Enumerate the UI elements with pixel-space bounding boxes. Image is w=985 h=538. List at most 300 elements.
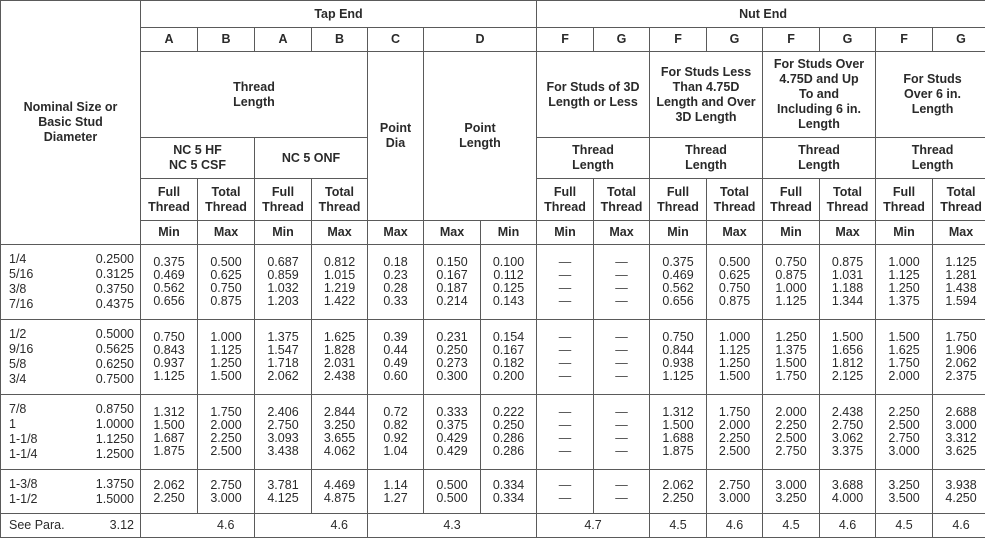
- value-cell: [537, 470, 594, 514]
- table-value: 1.656: [822, 344, 873, 357]
- value-cell: [537, 395, 594, 470]
- table-value: 0.334: [483, 492, 534, 505]
- nominal-size-fraction: [1, 470, 81, 514]
- table-value: 0.875: [822, 256, 873, 269]
- nc5hf-label: NC 5 HF: [143, 143, 252, 158]
- value-cell: [368, 245, 424, 320]
- table-value: —: [596, 269, 647, 282]
- value-cell: [481, 395, 537, 470]
- col-letter: A: [141, 28, 198, 52]
- table-value: 0.28: [370, 282, 421, 295]
- table-value: 2.062: [257, 370, 309, 383]
- table-value: 1.625: [878, 344, 930, 357]
- table-value: 3.250: [878, 479, 930, 492]
- table-value: 4.125: [257, 492, 309, 505]
- table-value: 5/8: [9, 357, 79, 372]
- table-value: 4.250: [935, 492, 985, 505]
- table-value: 1.906: [935, 344, 985, 357]
- value-cell: [594, 395, 650, 470]
- table-value: 1.750: [935, 331, 985, 344]
- total-thread-header: [707, 179, 763, 221]
- table-value: 7/8: [9, 402, 79, 417]
- nominal-size-decimal: [81, 395, 141, 470]
- data-body: [1, 245, 985, 514]
- value-cell: [255, 320, 312, 395]
- table-value: —: [539, 282, 591, 295]
- table-value: —: [539, 357, 591, 370]
- value-cell: [424, 245, 481, 320]
- min-max-label: Max: [594, 221, 650, 245]
- value-cell: [198, 320, 255, 395]
- table-value: 0.125: [483, 282, 534, 295]
- total-thread-header: [820, 179, 876, 221]
- value-cell: [424, 395, 481, 470]
- table-value: 1-1/2: [9, 492, 79, 507]
- nominal-size-header: [1, 1, 141, 245]
- table-value: 0.843: [143, 344, 195, 357]
- min-max-label: Max: [933, 221, 985, 245]
- col-letter: C: [368, 28, 424, 52]
- table-value: 2.250: [878, 406, 930, 419]
- table-value: 1.032: [257, 282, 309, 295]
- table-value: 0.375: [143, 256, 195, 269]
- table-value: —: [539, 344, 591, 357]
- point-length-header: [424, 52, 537, 221]
- table-value: 0.8750: [83, 402, 135, 417]
- table-value: 0.273: [426, 357, 478, 370]
- col-letter: B: [312, 28, 368, 52]
- table-value: 1.500: [765, 357, 817, 370]
- value-cell: [820, 245, 876, 320]
- table-value: 0.500: [200, 256, 252, 269]
- value-cell: [876, 245, 933, 320]
- table-value: 1.750: [709, 406, 760, 419]
- value-cell: [481, 245, 537, 320]
- total-thread-label: Total Thread: [204, 185, 248, 215]
- studs-475d-header: [650, 52, 763, 138]
- thread-length-label: Thread Length: [563, 143, 623, 173]
- table-value: 1.875: [652, 445, 704, 458]
- table-value: —: [539, 432, 591, 445]
- table-value: 2.750: [709, 479, 760, 492]
- col-letter: G: [820, 28, 876, 52]
- table-value: 0.49: [370, 357, 421, 370]
- see-para-value: 4.6: [933, 514, 985, 538]
- table-value: 0.875: [709, 295, 760, 308]
- nut-thread-length-header: [537, 138, 650, 179]
- table-value: 2.000: [200, 419, 252, 432]
- table-value: 0.100: [483, 256, 534, 269]
- table-value: 0.60: [370, 370, 421, 383]
- table-value: 0.625: [709, 269, 760, 282]
- table-value: —: [539, 406, 591, 419]
- table-value: 1.500: [143, 419, 195, 432]
- studs-475d-label: For Studs Less Than 4.75D Length and Over 3D Length: [652, 65, 760, 125]
- table-value: 2.125: [822, 370, 873, 383]
- table-value: 0.333: [426, 406, 478, 419]
- table-value: 2.844: [314, 406, 365, 419]
- table-value: 2.250: [143, 492, 195, 505]
- total-thread-header: [312, 179, 368, 221]
- table-value: 0.250: [426, 344, 478, 357]
- table-value: 1.2500: [83, 447, 135, 462]
- min-max-label: Min: [255, 221, 312, 245]
- table-value: 0.375: [652, 256, 704, 269]
- full-thread-label: Full Thread: [882, 185, 926, 215]
- point-length-label: Point Length: [455, 121, 505, 151]
- full-thread-header: [255, 179, 312, 221]
- table-value: 0.937: [143, 357, 195, 370]
- table-value: 0.23: [370, 269, 421, 282]
- table-value: 1.125: [878, 269, 930, 282]
- value-cell: [198, 395, 255, 470]
- table-value: 0.4375: [83, 297, 135, 312]
- value-cell: [820, 470, 876, 514]
- table-value: 1.3750: [83, 477, 135, 492]
- table-value: 0.112: [483, 269, 534, 282]
- table-value: 0.231: [426, 331, 478, 344]
- see-para-label: See Para.: [1, 514, 81, 538]
- value-cell: [594, 245, 650, 320]
- tap-end-header: Tap End: [141, 1, 537, 28]
- table-value: 3.000: [878, 445, 930, 458]
- min-max-label: Max: [368, 221, 424, 245]
- see-para-value: 4.5: [763, 514, 820, 538]
- nominal-size-decimal: [81, 320, 141, 395]
- table-value: 7/16: [9, 297, 79, 312]
- value-cell: [141, 470, 198, 514]
- table-value: 0.844: [652, 344, 704, 357]
- min-max-label: Max: [707, 221, 763, 245]
- table-value: 1.125: [143, 370, 195, 383]
- table-value: 0.500: [426, 492, 478, 505]
- value-cell: [537, 245, 594, 320]
- table-value: 1.015: [314, 269, 365, 282]
- col-letter: F: [537, 28, 594, 52]
- table-value: 3.093: [257, 432, 309, 445]
- table-value: 0.500: [709, 256, 760, 269]
- empty-cell: [141, 514, 198, 538]
- full-thread-header: [763, 179, 820, 221]
- table-value: 1-1/4: [9, 447, 79, 462]
- col-letter: A: [255, 28, 312, 52]
- value-cell: [255, 245, 312, 320]
- table-value: 1.750: [878, 357, 930, 370]
- table-value: 3.312: [935, 432, 985, 445]
- value-cell: [424, 470, 481, 514]
- table-value: 3.000: [935, 419, 985, 432]
- table-value: 2.750: [765, 445, 817, 458]
- value-cell: [368, 320, 424, 395]
- total-thread-label: Total Thread: [939, 185, 983, 215]
- data-group-row: [1, 245, 985, 320]
- table-value: 1.125: [652, 370, 704, 383]
- table-value: 1.594: [935, 295, 985, 308]
- col-letter: F: [650, 28, 707, 52]
- value-cell: [198, 245, 255, 320]
- table-value: 0.750: [652, 331, 704, 344]
- table-value: 1.375: [878, 295, 930, 308]
- table-value: 3.250: [765, 492, 817, 505]
- see-para-value: 4.5: [876, 514, 933, 538]
- see-para-value: 4.7: [537, 514, 650, 538]
- table-value: 1.875: [143, 445, 195, 458]
- value-cell: [763, 245, 820, 320]
- table-value: 0.656: [143, 295, 195, 308]
- table-value: 0.39: [370, 331, 421, 344]
- table-value: 2.250: [709, 432, 760, 445]
- table-value: 0.859: [257, 269, 309, 282]
- table-value: 0.182: [483, 357, 534, 370]
- table-value: 2.406: [257, 406, 309, 419]
- full-thread-header: [876, 179, 933, 221]
- table-value: 0.5000: [83, 327, 135, 342]
- min-max-label: Max: [312, 221, 368, 245]
- table-value: 1.125: [935, 256, 985, 269]
- table-value: —: [539, 419, 591, 432]
- table-value: 0.938: [652, 357, 704, 370]
- table-value: 0.875: [200, 295, 252, 308]
- value-cell: [481, 320, 537, 395]
- table-value: 1.750: [200, 406, 252, 419]
- nominal-size-fraction: [1, 320, 81, 395]
- studs-over475d-header: [763, 52, 876, 138]
- point-dia-label: Point Dia: [376, 121, 416, 151]
- table-value: 1: [9, 417, 79, 432]
- min-max-label: Max: [820, 221, 876, 245]
- tap-thread-length-header: [141, 52, 368, 138]
- table-value: 2.250: [765, 419, 817, 432]
- see-para-value: 4.5: [650, 514, 707, 538]
- nut-thread-length-header: [650, 138, 763, 179]
- min-max-label: Min: [876, 221, 933, 245]
- table-value: 2.500: [878, 419, 930, 432]
- see-para-value: 4.6: [707, 514, 763, 538]
- table-value: 0.44: [370, 344, 421, 357]
- col-letter: F: [763, 28, 820, 52]
- table-value: 0.18: [370, 256, 421, 269]
- total-thread-label: Total Thread: [713, 185, 757, 215]
- value-cell: [312, 320, 368, 395]
- table-value: 0.500: [426, 479, 478, 492]
- table-value: —: [539, 479, 591, 492]
- value-cell: [820, 395, 876, 470]
- table-value: 1.547: [257, 344, 309, 357]
- table-value: 0.750: [765, 256, 817, 269]
- value-cell: [933, 395, 985, 470]
- min-max-label: Min: [481, 221, 537, 245]
- table-value: 3.781: [257, 479, 309, 492]
- table-value: —: [596, 432, 647, 445]
- value-cell: [707, 320, 763, 395]
- table-value: 2.031: [314, 357, 365, 370]
- table-value: 1.312: [143, 406, 195, 419]
- table-value: 3.655: [314, 432, 365, 445]
- total-thread-label: Total Thread: [600, 185, 644, 215]
- table-value: 0.562: [652, 282, 704, 295]
- table-value: 2.750: [257, 419, 309, 432]
- table-value: 0.812: [314, 256, 365, 269]
- table-value: 1.125: [200, 344, 252, 357]
- value-cell: [312, 245, 368, 320]
- table-value: 5/16: [9, 267, 79, 282]
- value-cell: [707, 395, 763, 470]
- see-para-value: 4.3: [368, 514, 537, 538]
- table-value: 0.143: [483, 295, 534, 308]
- table-value: —: [596, 492, 647, 505]
- table-value: 0.150: [426, 256, 478, 269]
- table-value: 0.429: [426, 445, 478, 458]
- empty-cell: [255, 514, 312, 538]
- total-thread-header: [198, 179, 255, 221]
- col-letter: B: [198, 28, 255, 52]
- table-value: 1.219: [314, 282, 365, 295]
- value-cell: [312, 470, 368, 514]
- min-max-label: Min: [763, 221, 820, 245]
- table-value: 3.438: [257, 445, 309, 458]
- col-letter: G: [933, 28, 985, 52]
- table-value: 0.429: [426, 432, 478, 445]
- table-value: 0.334: [483, 479, 534, 492]
- table-value: 2.750: [878, 432, 930, 445]
- table-value: 1.688: [652, 432, 704, 445]
- min-max-row: [1, 221, 985, 245]
- table-value: 1.250: [709, 357, 760, 370]
- studs-over6-label: For Studs Over 6 in. Length: [893, 72, 973, 117]
- table-value: 0.5625: [83, 342, 135, 357]
- value-cell: [650, 320, 707, 395]
- table-value: 0.625: [200, 269, 252, 282]
- table-value: 1.828: [314, 344, 365, 357]
- table-value: —: [596, 445, 647, 458]
- table-value: 0.875: [765, 269, 817, 282]
- col-letter: F: [876, 28, 933, 52]
- value-cell: [255, 470, 312, 514]
- table-value: 1.375: [257, 331, 309, 344]
- thread-length-label: Thread Length: [224, 80, 284, 110]
- value-cell: [255, 395, 312, 470]
- table-value: 0.687: [257, 256, 309, 269]
- value-cell: [763, 470, 820, 514]
- table-value: 3/4: [9, 372, 79, 387]
- table-value: 1.438: [935, 282, 985, 295]
- table-value: 1.203: [257, 295, 309, 308]
- table-value: 0.167: [483, 344, 534, 357]
- table-value: 2.438: [314, 370, 365, 383]
- value-cell: [368, 395, 424, 470]
- table-value: 9/16: [9, 342, 79, 357]
- table-value: 4.062: [314, 445, 365, 458]
- table-value: 0.469: [143, 269, 195, 282]
- full-thread-label: Full Thread: [261, 185, 305, 215]
- table-value: —: [539, 256, 591, 269]
- min-max-label: Min: [141, 221, 198, 245]
- nominal-size-decimal: [81, 470, 141, 514]
- full-thread-header: [650, 179, 707, 221]
- see-para-value: 3.12: [81, 514, 141, 538]
- value-cell: [707, 470, 763, 514]
- table-value: 0.562: [143, 282, 195, 295]
- table-value: 3.000: [765, 479, 817, 492]
- see-para-value: 4.6: [820, 514, 876, 538]
- table-value: 0.187: [426, 282, 478, 295]
- table-value: —: [596, 295, 647, 308]
- table-value: 1.312: [652, 406, 704, 419]
- table-value: 0.154: [483, 331, 534, 344]
- full-thread-header: [537, 179, 594, 221]
- nominal-size-decimal: [81, 245, 141, 320]
- table-value: —: [596, 344, 647, 357]
- thread-length-label: Thread Length: [903, 143, 963, 173]
- table-value: 3.625: [935, 445, 985, 458]
- table-value: 1/2: [9, 327, 79, 342]
- col-letter: G: [707, 28, 763, 52]
- col-letter: D: [424, 28, 537, 52]
- table-value: 0.286: [483, 445, 534, 458]
- value-cell: [763, 395, 820, 470]
- full-thread-label: Full Thread: [543, 185, 587, 215]
- table-value: 3.000: [200, 492, 252, 505]
- table-value: 0.250: [483, 419, 534, 432]
- studs-over475d-label: For Studs Over 4.75D and Up To and Including 6 in. Length: [771, 57, 867, 132]
- table-value: —: [596, 282, 647, 295]
- point-dia-header: [368, 52, 424, 221]
- table-value: —: [596, 370, 647, 383]
- table-value: 1.687: [143, 432, 195, 445]
- value-cell: [312, 395, 368, 470]
- value-cell: [198, 470, 255, 514]
- nc5csf-label: NC 5 CSF: [143, 158, 252, 173]
- table-value: 3.938: [935, 479, 985, 492]
- nc5-hf-csf-header: [141, 138, 255, 179]
- table-value: 2.688: [935, 406, 985, 419]
- min-max-label: Min: [537, 221, 594, 245]
- min-max-label: Min: [650, 221, 707, 245]
- thread-length-label: Thread Length: [789, 143, 849, 173]
- table-value: —: [539, 331, 591, 344]
- see-para-row: [1, 514, 985, 538]
- table-value: 2.500: [200, 445, 252, 458]
- table-value: 1.14: [370, 479, 421, 492]
- table-value: 0.92: [370, 432, 421, 445]
- table-value: 1.0000: [83, 417, 135, 432]
- value-cell: [763, 320, 820, 395]
- table-value: 2.750: [822, 419, 873, 432]
- table-value: 1.281: [935, 269, 985, 282]
- table-value: —: [596, 406, 647, 419]
- table-value: 0.167: [426, 269, 478, 282]
- table-value: —: [539, 492, 591, 505]
- table-value: 3.000: [709, 492, 760, 505]
- table-value: 0.7500: [83, 372, 135, 387]
- table-value: 1/4: [9, 252, 79, 267]
- table-value: 0.6250: [83, 357, 135, 372]
- table-value: 1.000: [709, 331, 760, 344]
- table-value: 1.031: [822, 269, 873, 282]
- full-thread-label: Full Thread: [656, 185, 700, 215]
- nc5-onf-header: NC 5 ONF: [255, 138, 368, 179]
- table-value: 1.27: [370, 492, 421, 505]
- table-value: 2.250: [652, 492, 704, 505]
- table-value: 1-1/8: [9, 432, 79, 447]
- value-cell: [933, 470, 985, 514]
- table-value: —: [596, 479, 647, 492]
- value-cell: [594, 470, 650, 514]
- table-value: 3.688: [822, 479, 873, 492]
- table-value: 0.656: [652, 295, 704, 308]
- studs-3d-header: [537, 52, 650, 138]
- table-value: 4.469: [314, 479, 365, 492]
